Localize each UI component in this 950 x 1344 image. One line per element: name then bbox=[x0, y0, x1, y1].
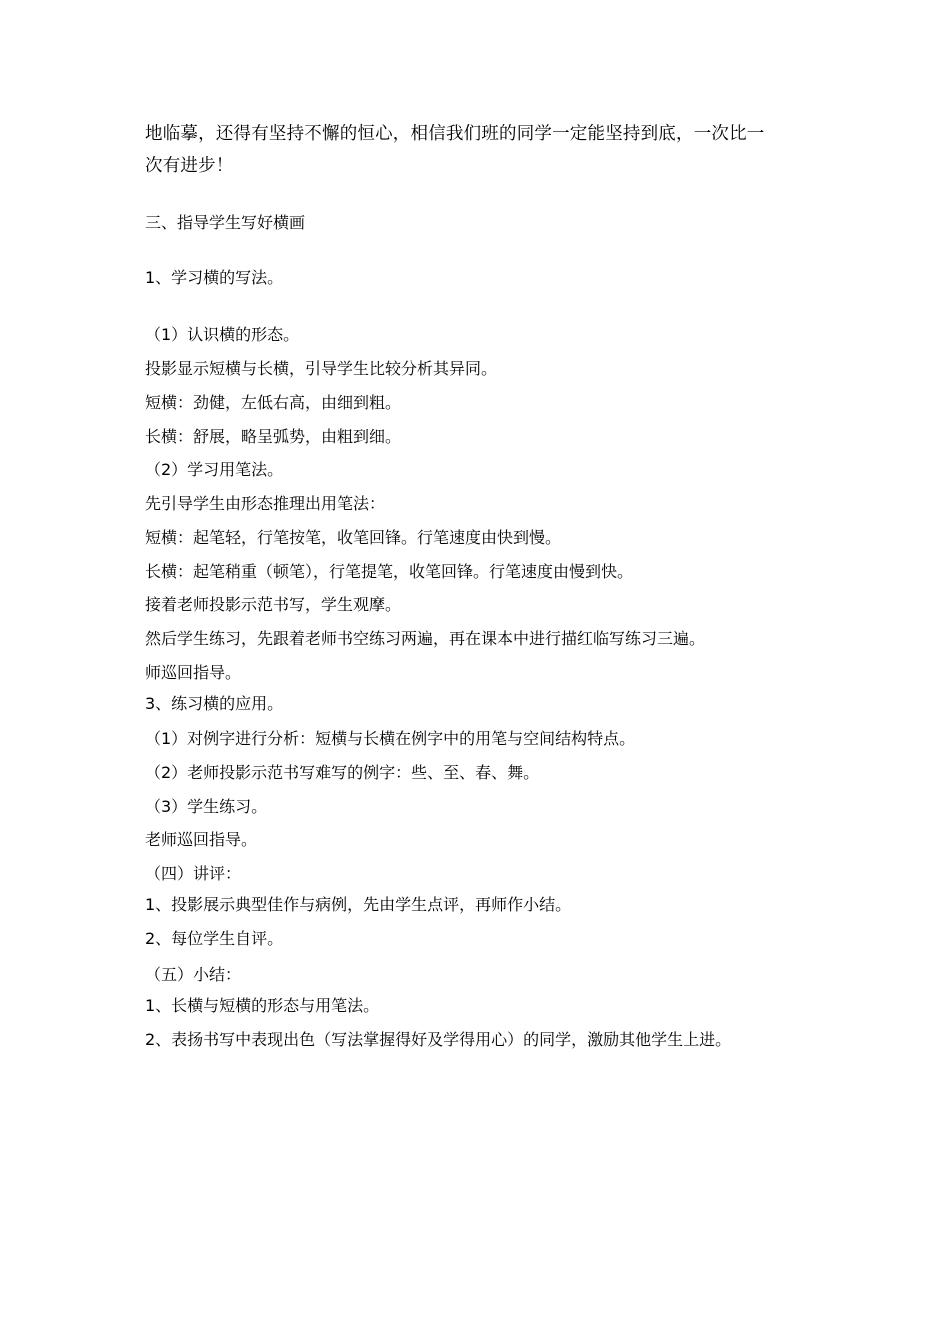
paragraph-line: 然后学生练习，先跟着老师书空练习两遍，再在课本中进行描红临写练习三遍。 bbox=[145, 629, 706, 648]
list-item: 2、每位学生自评。 bbox=[145, 929, 284, 948]
list-item: 2、表扬书写中表现出色（写法掌握得好及学得用心）的同学，激励其他学生上进。 bbox=[145, 1030, 732, 1049]
paragraph-line: 老师巡回指导。 bbox=[145, 830, 258, 849]
list-item: 1、长横与短横的形态与用笔法。 bbox=[145, 996, 380, 1015]
paragraph-line: 先引导学生由形态推理出用笔法： bbox=[145, 494, 386, 513]
section-heading: 三、指导学生写好横画 bbox=[145, 213, 306, 232]
paragraph-line: 长横：舒展，略呈弧势，由粗到细。 bbox=[145, 427, 402, 446]
list-item: （2）老师投影示范书写难写的例字：些、至、春、舞。 bbox=[145, 763, 540, 782]
list-item: （2）学习用笔法。 bbox=[145, 460, 284, 479]
list-item: （1）对例字进行分析：短横与长横在例字中的用笔与空间结构特点。 bbox=[145, 729, 636, 748]
paragraph-line: 投影显示短横与长横，引导学生比较分析其异同。 bbox=[145, 359, 498, 378]
subsection-heading: 3、练习横的应用。 bbox=[145, 694, 284, 713]
paragraph-line: 短横：劲健，左低右高，由细到粗。 bbox=[145, 393, 402, 412]
paragraph-line: 次有进步！ bbox=[145, 156, 234, 176]
paragraph-line: 长横：起笔稍重（顿笔），行笔提笔，收笔回锋。行笔速度由慢到快。 bbox=[145, 562, 634, 581]
paragraph-line: 师巡回指导。 bbox=[145, 663, 242, 682]
section-heading: （五）小结： bbox=[145, 965, 242, 984]
list-item: 1、投影展示典型佳作与病例，先由学生点评，再师作小结。 bbox=[145, 895, 572, 914]
paragraph-line: 短横：起笔轻，行笔按笔，收笔回锋。行笔速度由快到慢。 bbox=[145, 528, 562, 547]
subsection-heading: 1、学习横的写法。 bbox=[145, 268, 284, 287]
paragraph-line: 地临摹，还得有坚持不懈的恒心，相信我们班的同学一定能坚持到底，一次比一 bbox=[145, 124, 765, 144]
section-heading: （四）讲评： bbox=[145, 864, 242, 883]
list-item: （3）学生练习。 bbox=[145, 797, 268, 816]
paragraph-line: 接着老师投影示范书写，学生观摩。 bbox=[145, 595, 402, 614]
list-item: （1）认识横的形态。 bbox=[145, 325, 300, 344]
